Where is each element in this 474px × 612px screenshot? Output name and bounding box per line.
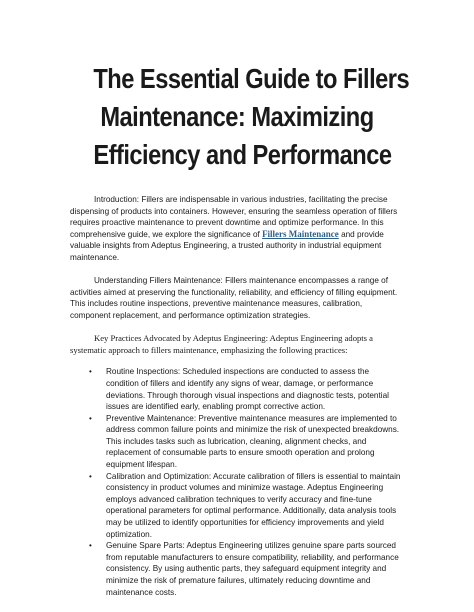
intro-paragraph — [70, 194, 404, 264]
bullet-icon: • — [89, 471, 92, 481]
bullet-icon: • — [89, 541, 92, 551]
understanding-paragraph: Understanding Fillers Maintenance: Fillers maintenance encompasses a range of activities aimed at preserving the functionality, reliability, and efficiency of filling equipment. This includes routine inspections, preventive maintenance measures, calibration, component replacement, and performance optimization strategies. — [70, 276, 398, 320]
intro-text-after-link: and provide valuable insights from Adeptus Engineering, a trusted authority in industrial equipment maintenance. — [70, 229, 384, 262]
title-line-2: Maintenance: Maximizing — [100, 101, 374, 132]
title-line-1: The Essential Guide to Fillers — [93, 63, 410, 94]
list-item — [89, 471, 404, 541]
list-item-text: Preventive Maintenance: Preventive maintenance measures are implemented to address common failure points and minimize the risk of unexpected breakdowns. This includes tasks such as lubrication, cleaning, alignment checks, and replacement of consumable parts to ensure smooth operation and prolong equipment lifespan. — [106, 413, 400, 470]
intro-text-before-link: Introduction: Fillers are indispensable in various industries, facilitating the precise dispensing of products into containers. However, ensuring the seamless operation of fillers requires proactive maintenance to prevent downtime and optimize performance. In this comprehensive guide, we explore the significance of — [70, 195, 398, 239]
list-item — [89, 413, 404, 471]
document-title — [93, 60, 410, 174]
fillers-maintenance-link[interactable]: Fillers Maintenance — [262, 228, 339, 239]
list-item — [89, 540, 404, 598]
practices-list — [70, 366, 404, 598]
list-item-text: Calibration and Optimization: Accurate calibration of fillers is essential to maintain consistency in product volumes and minimize wastage. Adeptus Engineering employs advanced calibration techniques to verify accuracy and fine-tune operational parameters for optimal performance. Additionally, data analysis tools may be utilized to identify opportunities for efficiency improvements and yield optimization. — [106, 471, 401, 539]
key-practices-intro: Key Practices Advocated by Adeptus Engineering: Adeptus Engineering adopts a systematic approach to fillers maintenance, emphasizing the following practices: — [70, 333, 373, 355]
title-line-3: Efficiency and Performance — [93, 139, 392, 170]
bullet-icon: • — [89, 413, 92, 423]
list-item — [89, 366, 404, 412]
bullet-icon: • — [89, 367, 92, 377]
list-item-text: Genuine Spare Parts: Adeptus Engineering utilizes genuine spare parts sourced from reputable manufacturers to ensure compatibility, reliability, and performance consistency. By using authentic parts, they safeguard equipment integrity and minimize the risk of premature failures, ultimately reducing downtime and maintenance costs. — [106, 541, 399, 597]
list-item-text: Routine Inspections: Scheduled inspections are conducted to assess the condition of fillers and identify any signs of wear, damage, or performance deviations. Through thorough visual inspections and diagnostic tests, potential issues are identified early, enabling prompt corrective action. — [106, 367, 389, 412]
